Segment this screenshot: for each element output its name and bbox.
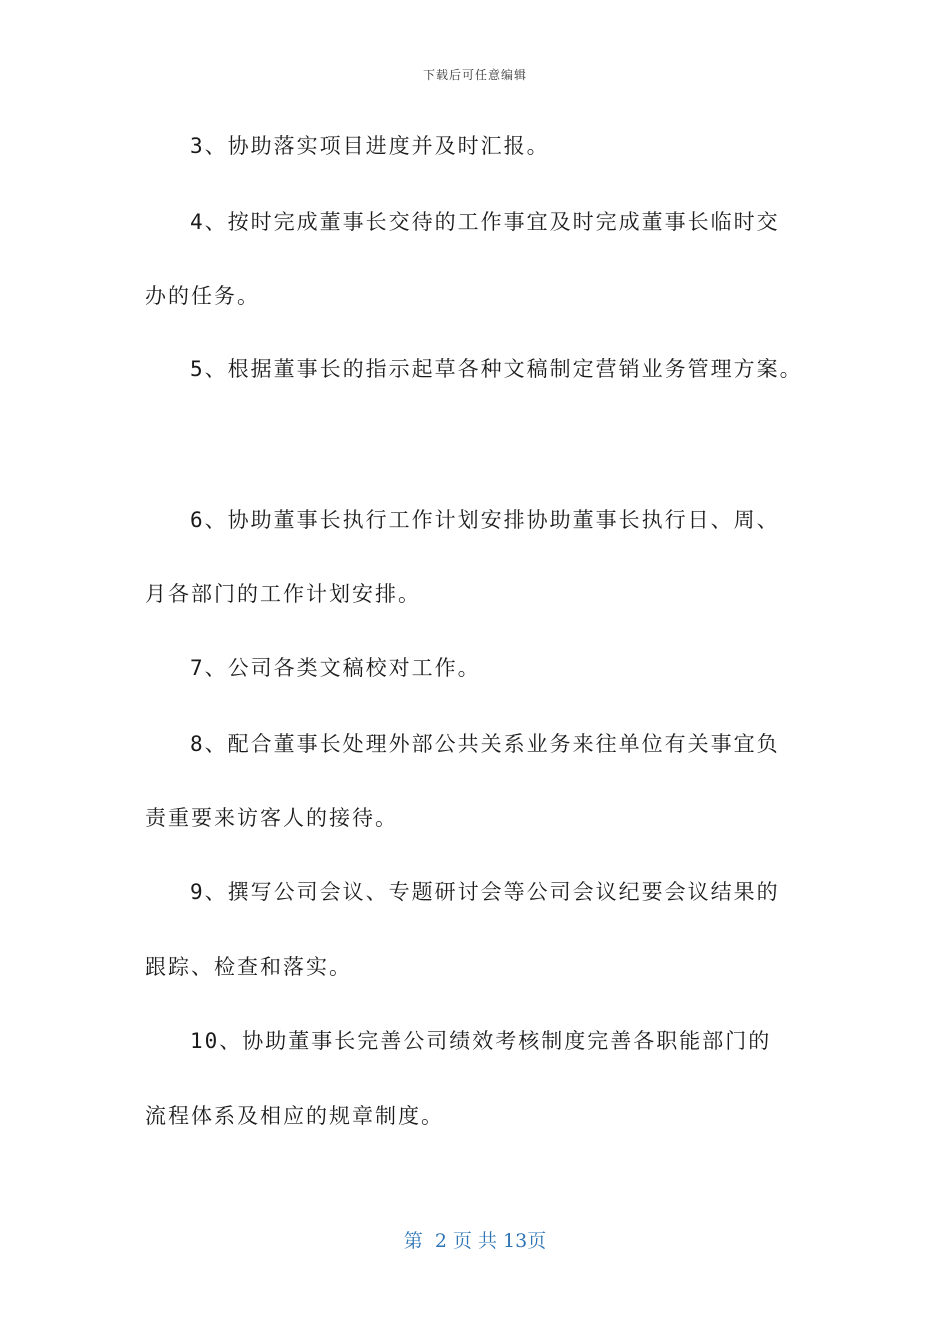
list-item-9-continuation: 跟踪、检查和落实。 (145, 955, 352, 979)
list-item-8-continuation: 责重要来访客人的接待。 (145, 806, 398, 830)
list-item-10: 10、协助董事长完善公司绩效考核制度完善各职能部门的 (190, 1029, 772, 1053)
page-number-footer: 第 2 页 共 13页 (403, 1230, 547, 1252)
list-item-6: 6、协助董事长执行工作计划安排协助董事长执行日、周、 (190, 508, 780, 532)
list-item-10-continuation: 流程体系及相应的规章制度。 (145, 1104, 444, 1128)
list-item-9: 9、撰写公司会议、专题研讨会等公司会议纪要会议结果的 (190, 880, 780, 904)
list-item-8: 8、配合董事长处理外部公共关系业务来往单位有关事宜负 (190, 732, 780, 756)
list-item-5: 5、根据董事长的指示起草各种文稿制定营销业务管理方案。 (190, 357, 803, 381)
page-header: 下载后可任意编辑 (422, 68, 527, 82)
list-item-7: 7、公司各类文稿校对工作。 (190, 656, 481, 680)
list-item-4-continuation: 办的任务。 (145, 284, 260, 308)
list-item-4: 4、按时完成董事长交待的工作事宜及时完成董事长临时交 (190, 210, 780, 234)
list-item-6-continuation: 月各部门的工作计划安排。 (145, 582, 421, 606)
list-item-3: 3、协助落实项目进度并及时汇报。 (190, 134, 550, 158)
